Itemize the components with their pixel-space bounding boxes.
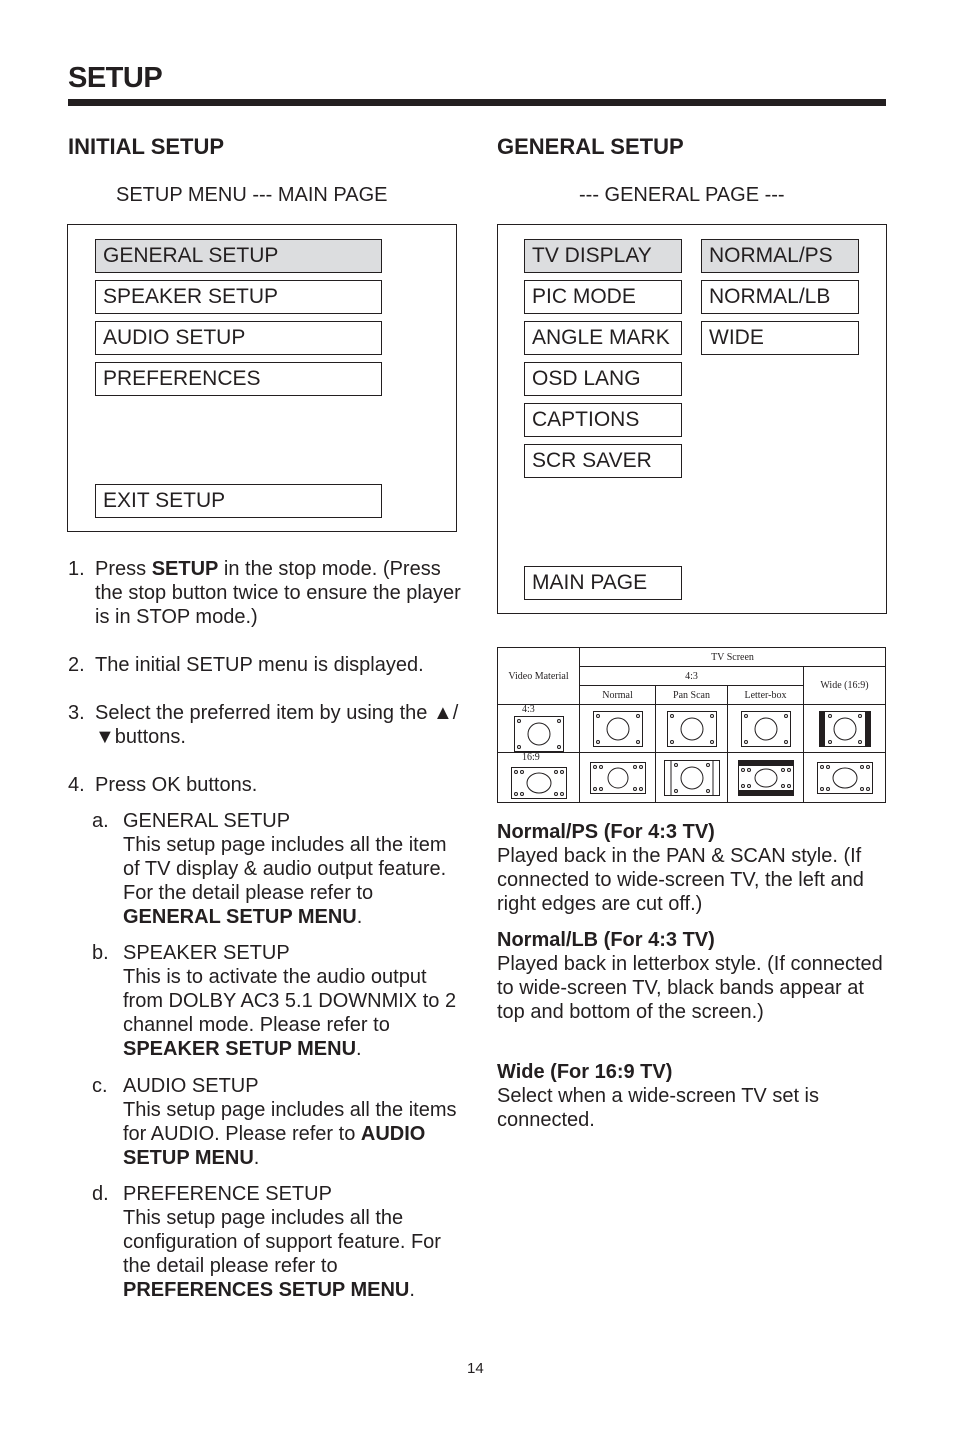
sub-a-title: GENERAL SETUP (123, 810, 291, 832)
menu-exit-setup[interactable]: EXIT SETUP (95, 484, 382, 518)
screen-icon (817, 762, 873, 794)
sub-c-number: c. (92, 1075, 108, 1097)
note-wide (497, 1060, 889, 1132)
menu-preferences[interactable]: PREFERENCES (95, 362, 382, 396)
note-normal-lb-body: Played back in letterbox style. (If connected to wide-screen TV, black bands appear at top and bottom of the screen.) (497, 953, 883, 1023)
general-setup-heading: GENERAL SETUP (497, 134, 684, 159)
normal-header: Normal (580, 686, 656, 705)
screen-icon (738, 760, 794, 796)
note-normal-ps-title: Normal/PS (For 4:3 TV) (497, 821, 715, 843)
tv-screen-table (497, 647, 886, 803)
screen-icon (741, 711, 791, 747)
video-material-header: Video Material (498, 648, 580, 705)
tv-screen-header: TV Screen (580, 648, 886, 667)
step-4-number: 4. (68, 774, 85, 796)
step-1-number: 1. (68, 558, 85, 580)
ratio-43-header: 4:3 (580, 667, 804, 686)
sub-d-number: d. (92, 1183, 109, 1205)
menu-general-setup[interactable]: GENERAL SETUP (95, 239, 382, 273)
sub-b-title: SPEAKER SETUP (123, 942, 290, 964)
row-169-wide (804, 753, 886, 803)
pan-scan-header: Pan Scan (656, 686, 728, 705)
note-wide-body: Select when a wide-screen TV set is connected. (497, 1085, 820, 1131)
row-43-normal (580, 705, 656, 753)
general-page-menu (497, 224, 887, 614)
note-wide-title: Wide (For 16:9 TV) (497, 1061, 673, 1083)
note-normal-lb-title: Normal/LB (For 4:3 TV) (497, 929, 715, 951)
menu-angle-mark[interactable]: ANGLE MARK (524, 321, 682, 355)
main-page-menu (67, 224, 457, 532)
menu-captions[interactable]: CAPTIONS (524, 403, 682, 437)
step-2: The initial SETUP menu is displayed. (95, 654, 424, 676)
menu-osd-lang[interactable]: OSD LANG (524, 362, 682, 396)
sub-b-number: b. (92, 942, 109, 964)
note-normal-ps-body: Played back in the PAN & SCAN style. (If connected to wide-screen TV, the left and right edges are cut off.) (497, 845, 864, 915)
screen-icon (667, 711, 717, 747)
menu-speaker-setup[interactable]: SPEAKER SETUP (95, 280, 382, 314)
initial-setup-heading: INITIAL SETUP (68, 134, 225, 159)
title-rule (68, 99, 886, 106)
row-43-letterbox (728, 705, 804, 753)
row-169-normal (580, 753, 656, 803)
page-number: 14 (467, 1360, 484, 1377)
row-43-wide (804, 705, 886, 753)
menu-audio-setup[interactable]: AUDIO SETUP (95, 321, 382, 355)
step-4: Press OK buttons. (95, 774, 258, 796)
sub-d-title: PREFERENCE SETUP (123, 1183, 332, 1205)
row-169-pan-scan (656, 753, 728, 803)
sub-b: SPEAKER SETUP This is to activate the audio output from DOLBY AC3 5.1 DOWNMIX to 2 channel mode. Please refer to SPEAKER SETUP MENU. (123, 941, 465, 1061)
screen-icon (590, 762, 646, 794)
screen-icon (593, 711, 643, 747)
general-page-caption: --- GENERAL PAGE --- (579, 184, 785, 206)
menu-main-page[interactable]: MAIN PAGE (524, 566, 682, 600)
step-3: Select the preferred item by using the ▲/▼buttons. (95, 702, 459, 748)
sub-c-title: AUDIO SETUP (123, 1075, 259, 1097)
screen-icon (664, 760, 720, 796)
row-169-letterbox (728, 753, 804, 803)
note-normal-lb (497, 928, 889, 1024)
menu-pic-mode[interactable]: PIC MODE (524, 280, 682, 314)
option-normal-ps[interactable]: NORMAL/PS (701, 239, 859, 273)
screen-icon (514, 716, 564, 752)
page-title: SETUP (68, 62, 163, 94)
sub-d: PREFERENCE SETUP This setup page includes all the configuration of support feature. For the detail please refer to PREFERENCES SETUP MENU. (123, 1182, 465, 1302)
sub-c: AUDIO SETUP This setup page includes all the items for AUDIO. Please refer to AUDIO SETUP MENU. (123, 1074, 465, 1170)
main-page-caption: SETUP MENU --- MAIN PAGE (116, 184, 388, 206)
screen-icon (511, 767, 567, 799)
sub-a-number: a. (92, 810, 109, 832)
menu-scr-saver[interactable]: SCR SAVER (524, 444, 682, 478)
wide-header: Wide (16:9) (804, 667, 886, 705)
menu-tv-display[interactable]: TV DISPLAY (524, 239, 682, 273)
step-3-number: 3. (68, 702, 85, 724)
step-1: Press SETUP in the stop mode. (Press the stop button twice to ensure the player is in STOP mode.) (95, 558, 461, 628)
option-wide[interactable]: WIDE (701, 321, 859, 355)
step-2-number: 2. (68, 654, 85, 676)
row-43-source: 4:3 (498, 705, 580, 753)
sub-a: GENERAL SETUP This setup page includes all the item of TV display & audio output feature. For the detail please refer to GENERAL SETUP MENU. (123, 809, 465, 929)
row-43-pan-scan (656, 705, 728, 753)
option-normal-lb[interactable]: NORMAL/LB (701, 280, 859, 314)
note-normal-ps (497, 820, 889, 916)
letterbox-header: Letter-box (728, 686, 804, 705)
row-169-source: 16:9 (498, 753, 580, 803)
screen-icon (819, 711, 871, 747)
